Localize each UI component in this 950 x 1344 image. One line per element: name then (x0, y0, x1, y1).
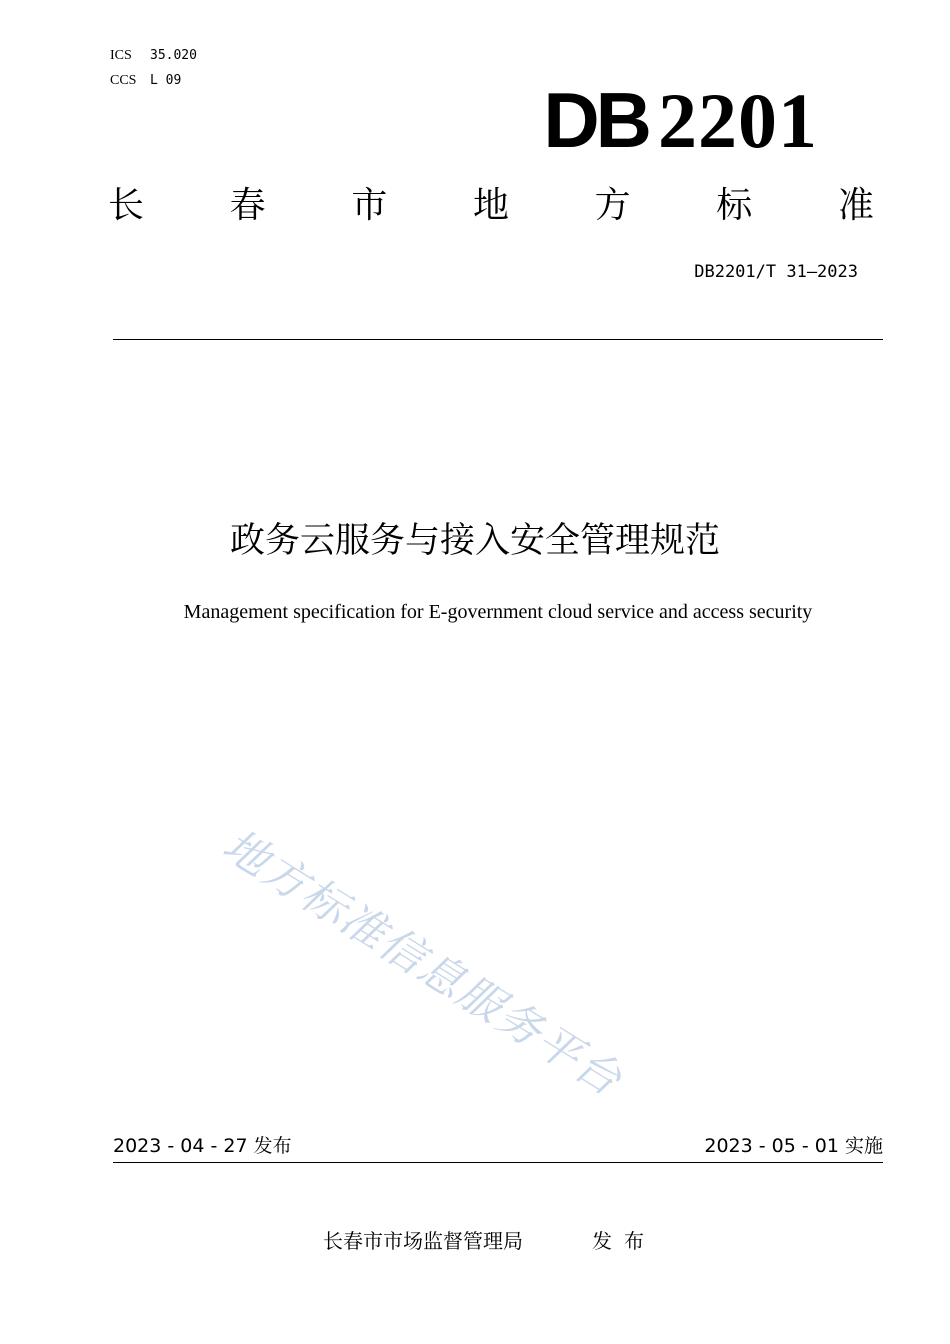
title-english: Management specification for E-government cloud service and access security (183, 601, 813, 623)
db-logo-letters: DB (543, 76, 648, 164)
title-chinese: 政务云服务与接入安全管理规范 (229, 521, 720, 561)
ics-label: ICS (110, 48, 132, 63)
ccs-value: L 09 (150, 73, 182, 88)
standard-type-char: 标 (716, 185, 753, 226)
header-divider (113, 339, 883, 340)
issue-date: 2023 - 04 - 27 发布 (113, 1135, 292, 1157)
footer-divider (113, 1162, 883, 1163)
db-logo (543, 78, 818, 163)
standard-type (108, 183, 874, 229)
standard-type-char: 春 (229, 185, 266, 226)
ccs-label: CCS (110, 73, 137, 88)
standard-type-char: 准 (837, 185, 874, 226)
standard-type-char: 地 (472, 185, 509, 226)
standard-number: DB2201/T 31—2023 (694, 262, 858, 282)
db-logo-code: 2201 (658, 77, 818, 164)
issuing-authority: 长春市市场监督管理局 (323, 1229, 523, 1253)
standard-type-char: 方 (594, 185, 631, 226)
ics-value: 35.020 (150, 48, 197, 63)
issue-word: 发布 (592, 1229, 656, 1253)
watermark: 地方标准信息服务平台 (213, 819, 632, 1107)
standard-type-char: 市 (351, 185, 388, 226)
standard-type-char: 长 (108, 185, 145, 226)
ics-row (110, 46, 197, 65)
ccs-row (110, 71, 181, 90)
implementation-date: 2023 - 05 - 01 实施 (704, 1135, 883, 1157)
